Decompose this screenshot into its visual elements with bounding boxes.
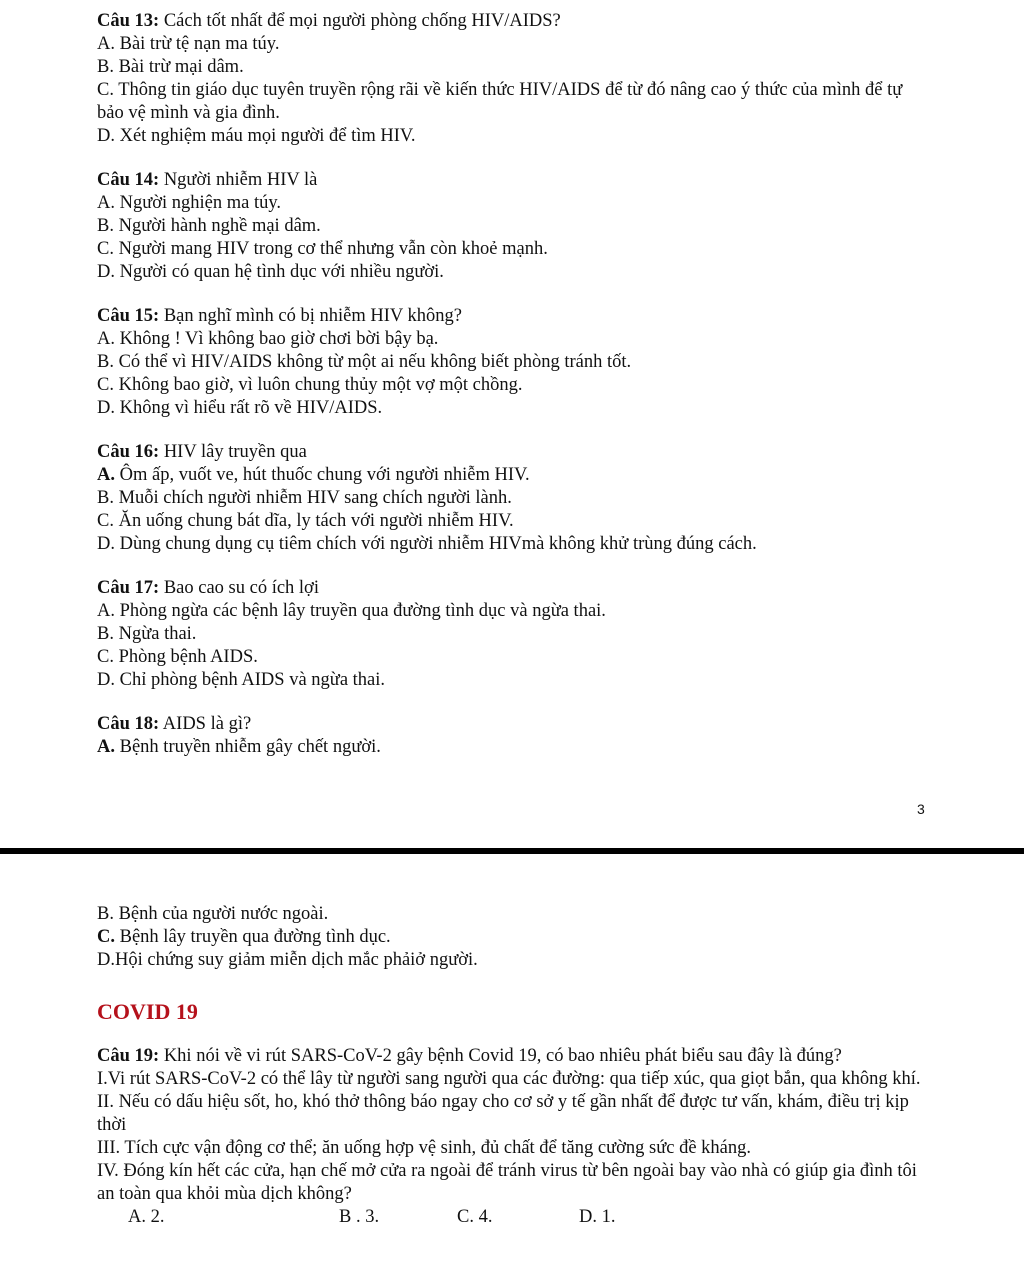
question-text: Cách tốt nhất để mọi người phòng chống HIV/AIDS? <box>159 11 561 31</box>
question-label: Câu 17: <box>97 578 160 598</box>
question-text: Bao cao su có ích lợi <box>159 578 319 598</box>
answer-choices <box>128 1206 932 1229</box>
question-15 <box>97 305 932 420</box>
option: A. Phòng ngừa các bệnh lây truyền qua đường tình dục và ngừa thai. <box>97 601 606 621</box>
question-17 <box>97 577 932 692</box>
question-16 <box>97 441 932 556</box>
option: C. Thông tin giáo dục tuyên truyền rộng rãi về kiến thức HIV/AIDS để từ đó nâng cao ý thức của mình để tự bảo vệ mình và gia đình. <box>97 80 903 123</box>
question-label: Câu 18: <box>97 714 160 734</box>
question-14 <box>97 169 932 284</box>
page-separator <box>0 848 1024 854</box>
question-text: HIV lây truyền qua <box>159 442 307 462</box>
option: A. Không ! Vì không bao giờ chơi bời bậy bạ. <box>97 329 439 349</box>
answer-d: D. 1. <box>579 1207 616 1227</box>
answer-c: C. 4. <box>457 1207 493 1227</box>
option <box>97 926 932 949</box>
question-19 <box>97 1045 932 1229</box>
statement: III. Tích cực vận động cơ thể; ăn uống hợp vệ sinh, đủ chất để tăng cường sức đề kháng. <box>97 1138 751 1158</box>
statement: IV. Đóng kín hết các cửa, hạn chế mở cửa ra ngoài để tránh virus từ bên ngoài bay vào nhà có giúp gia đình tôi an toàn qua khỏi mùa dịch không? <box>97 1161 917 1204</box>
option: B. Muỗi chích người nhiễm HIV sang chích người lành. <box>97 488 512 508</box>
option: D. Dùng chung dụng cụ tiêm chích với người nhiễm HIVmà không khử trùng đúng cách. <box>97 534 757 554</box>
option <box>97 736 932 759</box>
question-text: AIDS là gì? <box>159 714 252 734</box>
question-13 <box>97 10 932 148</box>
question-title <box>97 577 932 600</box>
option-letter: A. <box>97 465 115 485</box>
option: D. Người có quan hệ tình dục với nhiều người. <box>97 262 444 282</box>
question-label: Câu 16: <box>97 442 160 462</box>
option <box>97 464 932 487</box>
option: A. Bài trừ tệ nạn ma túy. <box>97 34 280 54</box>
question-label: Câu 14: <box>97 170 160 190</box>
statement: II. Nếu có dấu hiệu sốt, ho, khó thở thông báo ngay cho cơ sở y tế gần nhất để được tư vấn, khám, điều trị kịp thời <box>97 1092 909 1135</box>
option-text: Ôm ấp, vuốt ve, hút thuốc chung với người nhiễm HIV. <box>115 465 530 485</box>
option: D. Không vì hiểu rất rõ về HIV/AIDS. <box>97 398 383 418</box>
option: D.Hội chứng suy giảm miễn dịch mắc phảiở người. <box>97 950 478 970</box>
option: D. Chỉ phòng bệnh AIDS và ngừa thai. <box>97 670 386 690</box>
question-title <box>97 305 932 328</box>
option: B. Người hành nghề mại dâm. <box>97 216 321 236</box>
option: C. Không bao giờ, vì luôn chung thủy một vợ một chồng. <box>97 375 523 395</box>
question-title <box>97 10 932 33</box>
option: B. Bài trừ mại dâm. <box>97 57 244 77</box>
question-18 <box>97 713 932 759</box>
section-title: COVID 19 <box>97 999 198 1024</box>
option: C. Ăn uống chung bát dĩa, ly tách với người nhiễm HIV. <box>97 511 514 531</box>
option: B. Có thể vì HIV/AIDS không từ một ai nếu không biết phòng tránh tốt. <box>97 352 632 372</box>
page-number: 3 <box>917 801 925 817</box>
option-text: Bệnh lây truyền qua đường tình dục. <box>115 927 391 947</box>
question-title <box>97 441 932 464</box>
question-label: Câu 19: <box>97 1046 160 1066</box>
option: C. Phòng bệnh AIDS. <box>97 647 258 667</box>
option-text: Bệnh truyền nhiễm gây chết người. <box>115 737 381 757</box>
question-text: Khi nói về vi rút SARS-CoV-2 gây bệnh Covid 19, có bao nhiêu phát biểu sau đây là đúng? <box>159 1046 842 1066</box>
question-text: Bạn nghĩ mình có bị nhiễm HIV không? <box>159 306 463 326</box>
option-letter: A. <box>97 737 115 757</box>
answer-b: B . 3. <box>339 1207 380 1227</box>
top-page-content <box>97 10 932 759</box>
answer-a: A. 2. <box>128 1207 165 1227</box>
option: B. Bệnh của người nước ngoài. <box>97 904 329 924</box>
question-label: Câu 15: <box>97 306 160 326</box>
option: A. Người nghiện ma túy. <box>97 193 282 213</box>
question-title <box>97 713 932 736</box>
bottom-page-content <box>97 903 932 1229</box>
option: D. Xét nghiệm máu mọi người để tìm HIV. <box>97 126 416 146</box>
option: B. Ngừa thai. <box>97 624 197 644</box>
option: C. Người mang HIV trong cơ thể nhưng vẫn còn khoẻ mạnh. <box>97 239 548 259</box>
option-letter: C. <box>97 927 115 947</box>
question-text: Người nhiễm HIV là <box>159 170 318 190</box>
question-title <box>97 1045 932 1068</box>
question-title <box>97 169 932 192</box>
statement: I.Vi rút SARS-CoV-2 có thể lây từ người sang người qua các đường: qua tiếp xúc, qua giọt bắn, qua không khí. <box>97 1069 921 1089</box>
question-label: Câu 13: <box>97 11 160 31</box>
